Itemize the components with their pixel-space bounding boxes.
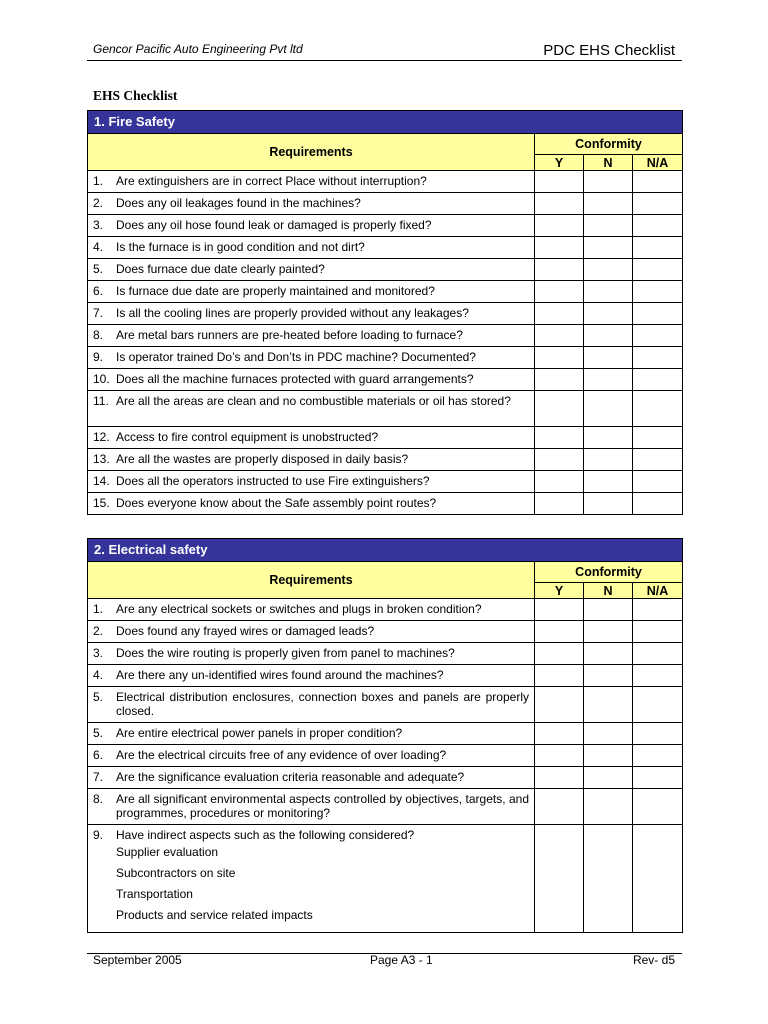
checkbox-na[interactable] (633, 767, 683, 789)
requirement-cell (88, 621, 535, 643)
item-number: 12. (93, 430, 110, 444)
checkbox-na[interactable] (633, 259, 683, 281)
requirement-item (93, 452, 529, 466)
checkbox-na[interactable] (633, 303, 683, 325)
checkbox-n[interactable] (584, 427, 633, 449)
requirement-cell (88, 825, 535, 933)
requirement-item (93, 828, 529, 842)
requirement-item (93, 430, 529, 444)
requirement-cell (88, 215, 535, 237)
item-text: Is all the cooling lines are properly provided without any leakages? (116, 306, 469, 320)
checkbox-na[interactable] (633, 347, 683, 369)
requirement-item (93, 240, 529, 254)
checkbox-n[interactable] (584, 449, 633, 471)
checkbox-n[interactable] (584, 789, 633, 825)
checkbox-n[interactable] (584, 325, 633, 347)
checklist-row (88, 369, 683, 391)
item-number: 3. (93, 646, 104, 660)
checkbox-y[interactable] (535, 621, 584, 643)
requirements-header: Requirements (88, 134, 535, 171)
item-number: 10. (93, 372, 110, 386)
checkbox-na[interactable] (633, 745, 683, 767)
section-title: 1. Fire Safety (88, 111, 683, 134)
requirement-item (93, 602, 529, 616)
checkbox-n[interactable] (584, 215, 633, 237)
checkbox-y[interactable] (535, 391, 584, 427)
conformity-header: Conformity (535, 134, 683, 155)
requirement-item (93, 646, 529, 660)
requirement-item (93, 726, 529, 740)
requirement-cell (88, 347, 535, 369)
checklist-row (88, 193, 683, 215)
checkbox-y[interactable] (535, 215, 584, 237)
checkbox-y[interactable] (535, 325, 584, 347)
checkbox-na[interactable] (633, 281, 683, 303)
item-text: Have indirect aspects such as the following considered? (116, 828, 415, 842)
item-text: Does any oil leakages found in the machines? (116, 196, 361, 210)
requirement-cell (88, 303, 535, 325)
electrical-safety-table (87, 538, 683, 933)
requirement-cell (88, 369, 535, 391)
item-number: 6. (93, 748, 104, 762)
checkbox-n[interactable] (584, 723, 633, 745)
checkbox-y[interactable] (535, 427, 584, 449)
item-text: Is operator trained Do’s and Don’ts in PDC machine? Documented? (116, 350, 476, 364)
requirement-item (93, 474, 529, 488)
requirement-item (93, 328, 529, 342)
checkbox-n[interactable] (584, 391, 633, 427)
requirement-cell (88, 471, 535, 493)
item-number: 6. (93, 284, 104, 298)
requirement-cell (88, 789, 535, 825)
checkbox-n[interactable] (584, 643, 633, 665)
checklist-row (88, 427, 683, 449)
checkbox-na[interactable] (633, 325, 683, 347)
checkbox-y[interactable] (535, 825, 584, 933)
checkbox-na[interactable] (633, 687, 683, 723)
sub-item: Products and service related impacts (116, 908, 313, 922)
checklist-row (88, 471, 683, 493)
requirement-cell (88, 237, 535, 259)
checkbox-na[interactable] (633, 171, 683, 193)
checkbox-na[interactable] (633, 427, 683, 449)
requirement-item (93, 748, 529, 762)
checklist-row (88, 767, 683, 789)
requirement-item (93, 496, 529, 510)
checkbox-na[interactable] (633, 193, 683, 215)
requirement-item (93, 690, 529, 718)
item-text: Are metal bars runners are pre-heated before loading to furnace? (116, 328, 463, 342)
checkbox-y[interactable] (535, 643, 584, 665)
checkbox-na[interactable] (633, 237, 683, 259)
checklist-row (88, 643, 683, 665)
checkbox-n[interactable] (584, 193, 633, 215)
item-number: 1. (93, 174, 104, 188)
requirement-cell (88, 391, 535, 427)
item-text: Does the wire routing is properly given from panel to machines? (116, 646, 455, 660)
requirement-item (93, 262, 529, 276)
checkbox-n[interactable] (584, 471, 633, 493)
checklist-row (88, 391, 683, 427)
requirement-cell (88, 687, 535, 723)
requirement-item (93, 394, 529, 408)
col-n-header: N (584, 155, 633, 171)
header-divider (87, 60, 682, 61)
checkbox-y[interactable] (535, 599, 584, 621)
item-text: Access to fire control equipment is unobstructed? (116, 430, 379, 444)
checkbox-n[interactable] (584, 665, 633, 687)
item-text: Are there any un-identified wires found around the machines? (116, 668, 444, 682)
requirement-item (93, 196, 529, 210)
checklist-row (88, 215, 683, 237)
checkbox-y[interactable] (535, 493, 584, 515)
requirement-cell (88, 281, 535, 303)
item-text: Are all significant environmental aspects controlled by objectives, targets, and programmes, procedures or monitoring? (116, 792, 529, 820)
item-number: 15. (93, 496, 110, 510)
checkbox-n[interactable] (584, 767, 633, 789)
conformity-header: Conformity (535, 562, 683, 583)
checkbox-na[interactable] (633, 825, 683, 933)
item-text: Are any electrical sockets or switches and plugs in broken condition? (116, 602, 482, 616)
item-text: Are all the wastes are properly disposed in daily basis? (116, 452, 409, 466)
checkbox-na[interactable] (633, 723, 683, 745)
item-number: 1. (93, 602, 104, 616)
requirement-cell (88, 259, 535, 281)
item-number: 8. (93, 792, 104, 806)
checklist-row (88, 687, 683, 723)
checklist-row (88, 281, 683, 303)
item-text: Are all the areas are clean and no combustible materials or oil has stored? (116, 394, 511, 408)
checkbox-na[interactable] (633, 471, 683, 493)
requirement-cell (88, 325, 535, 347)
sub-item: Subcontractors on site (116, 866, 236, 880)
col-y-header: Y (535, 155, 584, 171)
checklist-row (88, 303, 683, 325)
col-n-header: N (584, 583, 633, 599)
item-text: Are the electrical circuits free of any evidence of over loading? (116, 748, 447, 762)
checkbox-na[interactable] (633, 493, 683, 515)
checkbox-na[interactable] (633, 643, 683, 665)
checkbox-y[interactable] (535, 745, 584, 767)
item-number: 2. (93, 196, 104, 210)
checkbox-n[interactable] (584, 281, 633, 303)
checkbox-y[interactable] (535, 171, 584, 193)
requirement-cell (88, 427, 535, 449)
sub-item: Transportation (116, 887, 193, 901)
checkbox-n[interactable] (584, 621, 633, 643)
item-text: Does everyone know about the Safe assembly point routes? (116, 496, 437, 510)
item-number: 4. (93, 240, 104, 254)
checkbox-na[interactable] (633, 665, 683, 687)
checkbox-y[interactable] (535, 347, 584, 369)
item-text: Are extinguishers are in correct Place without interruption? (116, 174, 427, 188)
checkbox-n[interactable] (584, 599, 633, 621)
checklist-row (88, 745, 683, 767)
item-number: 11. (93, 394, 109, 408)
checkbox-n[interactable] (584, 687, 633, 723)
checkbox-na[interactable] (633, 789, 683, 825)
requirement-item (93, 770, 529, 784)
checkbox-na[interactable] (633, 621, 683, 643)
requirement-item (93, 306, 529, 320)
item-number: 7. (93, 306, 104, 320)
requirement-cell (88, 193, 535, 215)
item-text: Is furnace due date are properly maintained and monitored? (116, 284, 435, 298)
checkbox-y[interactable] (535, 369, 584, 391)
checkbox-na[interactable] (633, 215, 683, 237)
checkbox-n[interactable] (584, 259, 633, 281)
checkbox-n[interactable] (584, 237, 633, 259)
requirement-cell (88, 449, 535, 471)
item-number: 3. (93, 218, 104, 232)
item-text: Are entire electrical power panels in proper condition? (116, 726, 403, 740)
checklist-row (88, 723, 683, 745)
checkbox-y[interactable] (535, 303, 584, 325)
checklist-row (88, 825, 683, 933)
item-number: 9. (93, 350, 104, 364)
requirement-cell (88, 171, 535, 193)
checkbox-y[interactable] (535, 767, 584, 789)
checklist-row (88, 449, 683, 471)
document-name: PDC EHS Checklist (543, 42, 675, 59)
item-text: Does found any frayed wires or damaged leads? (116, 624, 375, 638)
checkbox-y[interactable] (535, 471, 584, 493)
section-title: 2. Electrical safety (88, 539, 683, 562)
item-number: 4. (93, 668, 104, 682)
requirement-item (93, 218, 529, 232)
company-name: Gencor Pacific Auto Engineering Pvt ltd (93, 42, 303, 56)
item-text: Does any oil hose found leak or damaged is properly fixed? (116, 218, 432, 232)
requirement-item (93, 284, 529, 298)
checkbox-y[interactable] (535, 665, 584, 687)
requirement-item (93, 350, 529, 364)
checkbox-n[interactable] (584, 825, 633, 933)
checkbox-na[interactable] (633, 369, 683, 391)
page-title: EHS Checklist (93, 88, 178, 103)
checklist-row (88, 325, 683, 347)
item-number: 5. (93, 262, 104, 276)
requirement-item (93, 792, 529, 820)
item-number: 7. (93, 770, 104, 784)
checkbox-na[interactable] (633, 391, 683, 427)
sub-item: Supplier evaluation (116, 845, 219, 859)
requirement-cell (88, 493, 535, 515)
item-text: Electrical distribution enclosures, connection boxes and panels are properly closed. (116, 690, 529, 718)
checkbox-y[interactable] (535, 259, 584, 281)
checkbox-n[interactable] (584, 347, 633, 369)
col-na-header: N/A (633, 583, 683, 599)
checkbox-y[interactable] (535, 193, 584, 215)
checklist-row (88, 665, 683, 687)
checklist-row (88, 171, 683, 193)
checkbox-y[interactable] (535, 723, 584, 745)
checklist-row (88, 259, 683, 281)
item-number: 14. (93, 474, 110, 488)
item-text: Does all the operators instructed to use Fire extinguishers? (116, 474, 430, 488)
footer-date: September 2005 (93, 953, 182, 967)
fire-safety-table (87, 110, 683, 515)
item-number: 5. (93, 690, 104, 704)
checkbox-y[interactable] (535, 237, 584, 259)
col-y-header: Y (535, 583, 584, 599)
requirement-cell (88, 745, 535, 767)
checkbox-y[interactable] (535, 687, 584, 723)
requirement-item (93, 668, 529, 682)
requirement-cell (88, 599, 535, 621)
item-number: 13. (93, 452, 110, 466)
checklist-row (88, 493, 683, 515)
checkbox-n[interactable] (584, 303, 633, 325)
col-na-header: N/A (633, 155, 683, 171)
item-number: 2. (93, 624, 104, 638)
checklist-row (88, 789, 683, 825)
requirement-cell (88, 767, 535, 789)
checkbox-na[interactable] (633, 599, 683, 621)
checkbox-na[interactable] (633, 449, 683, 471)
checkbox-n[interactable] (584, 493, 633, 515)
checkbox-n[interactable] (584, 745, 633, 767)
checklist-row (88, 621, 683, 643)
requirements-header: Requirements (88, 562, 535, 599)
checklist-row (88, 237, 683, 259)
checklist-row (88, 599, 683, 621)
item-number: 9. (93, 828, 104, 842)
checkbox-y[interactable] (535, 281, 584, 303)
item-number: 8. (93, 328, 104, 342)
requirement-cell (88, 643, 535, 665)
footer-revision: Rev- d5 (632, 953, 675, 967)
item-number: 5. (93, 726, 104, 740)
footer-page-number: Page A3 - 1 (370, 953, 433, 967)
requirement-cell (88, 723, 535, 745)
checkbox-n[interactable] (584, 171, 633, 193)
checklist-row (88, 347, 683, 369)
item-text: Is the furnace is in good condition and not dirt? (116, 240, 365, 254)
checkbox-n[interactable] (584, 369, 633, 391)
item-text: Does furnace due date clearly painted? (116, 262, 325, 276)
requirement-cell (88, 665, 535, 687)
requirement-item (93, 372, 529, 386)
checkbox-y[interactable] (535, 449, 584, 471)
item-text: Are the significance evaluation criteria reasonable and adequate? (116, 770, 465, 784)
checkbox-y[interactable] (535, 789, 584, 825)
requirement-item (93, 174, 529, 188)
item-text: Does all the machine furnaces protected with guard arrangements? (116, 372, 474, 386)
requirement-item (93, 624, 529, 638)
